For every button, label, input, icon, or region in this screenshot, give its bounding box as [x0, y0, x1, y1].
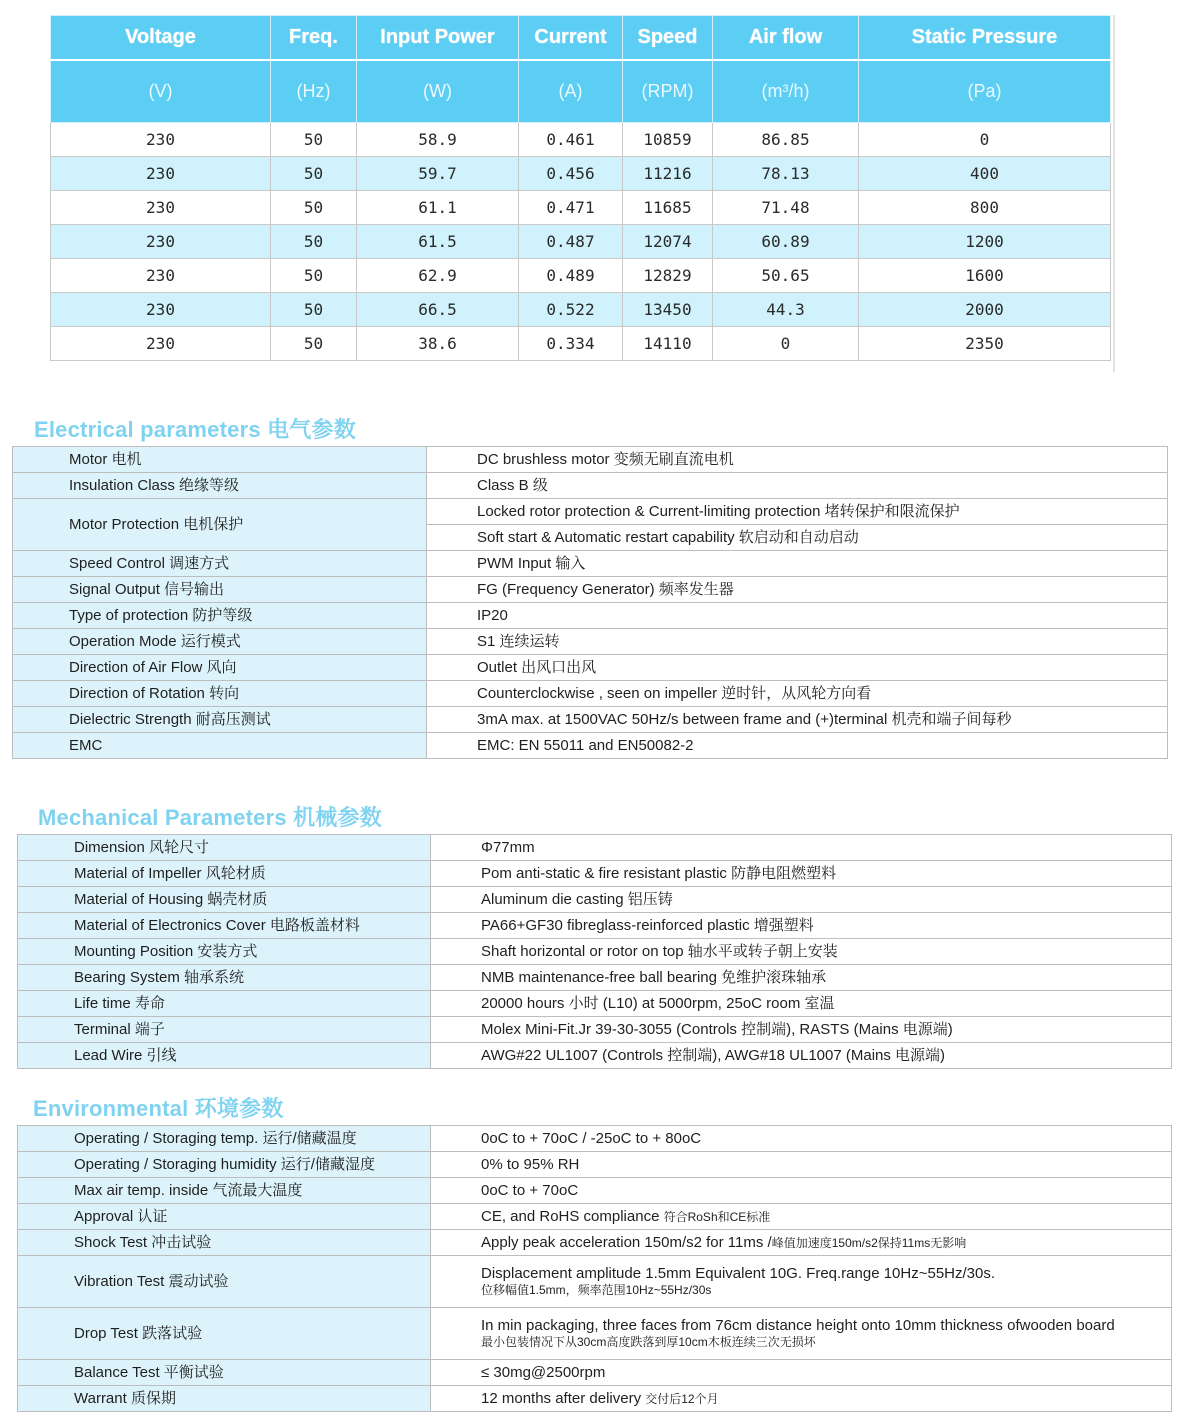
- spec-label: Approval 认证: [18, 1204, 431, 1230]
- spec-value: NMB maintenance-free ball bearing 免维护滚珠轴承: [431, 965, 1172, 991]
- spec-value: [431, 1230, 1172, 1256]
- spec-row: [13, 473, 1168, 499]
- spec-value-main: 12 months after delivery: [481, 1389, 646, 1407]
- performance-header-row: [51, 16, 1111, 60]
- cell-speed: 11216: [623, 157, 713, 191]
- cell-input-power: 58.9: [357, 123, 519, 157]
- cell-static-pressure: 1200: [859, 225, 1111, 259]
- spec-value-main: In min packaging, three faces from 76cm distance height onto 10mm thickness ofwooden board: [481, 1316, 1115, 1334]
- cell-freq: 50: [271, 259, 357, 293]
- cell-input-power: 59.7: [357, 157, 519, 191]
- spec-value: Locked rotor protection & Current-limiting protection 堵转保护和限流保护: [427, 499, 1168, 525]
- spec-row: [13, 603, 1168, 629]
- spec-value: [431, 1386, 1172, 1412]
- spec-row: [18, 1256, 1172, 1308]
- cell-air-flow: 86.85: [713, 123, 859, 157]
- spec-row: [18, 1178, 1172, 1204]
- header-current: Current: [519, 16, 623, 60]
- spec-label: Dielectric Strength 耐高压测试: [13, 707, 427, 733]
- environmental-title: Environmental 环境参数: [33, 1096, 284, 1121]
- spec-value: PWM Input 输入: [427, 551, 1168, 577]
- cell-input-power: 61.1: [357, 191, 519, 225]
- spec-row: [18, 939, 1172, 965]
- spec-row: [18, 1017, 1172, 1043]
- spec-label: Material of Electronics Cover 电路板盖材料: [18, 913, 431, 939]
- spec-value-note: 交付后12个月: [645, 1391, 719, 1406]
- cell-freq: 50: [271, 327, 357, 361]
- performance-table: [50, 15, 1111, 361]
- spec-label: Material of Housing 蜗壳材质: [18, 887, 431, 913]
- spec-row: [18, 1152, 1172, 1178]
- spec-row: [18, 835, 1172, 861]
- performance-units-row: [51, 60, 1111, 123]
- spec-value: 0oC to + 70oC: [431, 1178, 1172, 1204]
- cell-air-flow: 60.89: [713, 225, 859, 259]
- cell-input-power: 38.6: [357, 327, 519, 361]
- cell-current: 0.334: [519, 327, 623, 361]
- cell-static-pressure: 1600: [859, 259, 1111, 293]
- spec-label: Warrant 质保期: [18, 1386, 431, 1412]
- spec-value-main: CE, and RoHS compliance: [481, 1207, 664, 1225]
- spec-row: [18, 1360, 1172, 1386]
- cell-air-flow: 78.13: [713, 157, 859, 191]
- spec-value: FG (Frequency Generator) 频率发生器: [427, 577, 1168, 603]
- environmental-table: [17, 1125, 1172, 1412]
- performance-body: [51, 123, 1111, 361]
- cell-freq: 50: [271, 293, 357, 327]
- spec-value: [431, 1308, 1172, 1360]
- spec-row: [18, 1230, 1172, 1256]
- spec-row: [18, 1126, 1172, 1152]
- unit-static-pressure: (Pa): [859, 60, 1111, 123]
- spec-value: 20000 hours 小时 (L10) at 5000rpm, 25oC room 室温: [431, 991, 1172, 1017]
- spec-label: EMC: [13, 733, 427, 759]
- cell-speed: 11685: [623, 191, 713, 225]
- spec-value: Outlet 出风口出风: [427, 655, 1168, 681]
- spec-label: Operation Mode 运行模式: [13, 629, 427, 655]
- spec-value: ≤ 30mg@2500rpm: [431, 1360, 1172, 1386]
- header-voltage: Voltage: [51, 16, 271, 60]
- unit-air-flow: (m³/h): [713, 60, 859, 123]
- spec-label: Terminal 端子: [18, 1017, 431, 1043]
- spec-label: Life time 寿命: [18, 991, 431, 1017]
- spec-value: 0oC to + 70oC / -25oC to + 80oC: [431, 1126, 1172, 1152]
- cell-speed: 14110: [623, 327, 713, 361]
- table-row: [51, 123, 1111, 157]
- spec-row: [13, 577, 1168, 603]
- cell-speed: 13450: [623, 293, 713, 327]
- spec-label: Direction of Air Flow 风向: [13, 655, 427, 681]
- unit-voltage: (V): [51, 60, 271, 123]
- spec-value-main: Apply peak acceleration 150m/s2 for 11ms /: [481, 1233, 772, 1251]
- cell-current: 0.461: [519, 123, 623, 157]
- cell-current: 0.456: [519, 157, 623, 191]
- cell-input-power: 61.5: [357, 225, 519, 259]
- spec-label: Insulation Class 绝缘等级: [13, 473, 427, 499]
- spec-value: AWG#22 UL1007 (Controls 控制端), AWG#18 UL1007 (Mains 电源端): [431, 1043, 1172, 1069]
- table-row: [51, 327, 1111, 361]
- spec-value: Soft start & Automatic restart capability 软启动和自动启动: [427, 525, 1168, 551]
- table-row: [51, 157, 1111, 191]
- unit-speed: (RPM): [623, 60, 713, 123]
- spec-value: PA66+GF30 fibreglass-reinforced plastic 增强塑料: [431, 913, 1172, 939]
- spec-value-note: 峰值加速度150m/s2保持11ms无影响: [771, 1235, 967, 1250]
- spec-row: [13, 655, 1168, 681]
- spec-row: [13, 629, 1168, 655]
- cell-freq: 50: [271, 157, 357, 191]
- spec-label: Balance Test 平衡试验: [18, 1360, 431, 1386]
- cell-air-flow: 44.3: [713, 293, 859, 327]
- cell-current: 0.522: [519, 293, 623, 327]
- mechanical-title: Mechanical Parameters 机械参数: [38, 805, 382, 830]
- spec-row: [13, 551, 1168, 577]
- table-row: [51, 293, 1111, 327]
- spec-row: [18, 965, 1172, 991]
- spec-row: [18, 887, 1172, 913]
- spec-row: [18, 1386, 1172, 1412]
- spec-label: Shock Test 冲击试验: [18, 1230, 431, 1256]
- spec-label: Max air temp. inside 气流最大温度: [18, 1178, 431, 1204]
- performance-table-container: [50, 15, 1110, 361]
- spec-row: [18, 913, 1172, 939]
- spec-value-note: 位移幅值1.5mm，频率范围10Hz~55Hz/30s: [481, 1283, 712, 1298]
- spec-value: Aluminum die casting 铝压铸: [431, 887, 1172, 913]
- header-speed: Speed: [623, 16, 713, 60]
- spec-value: Counterclockwise , seen on impeller 逆时针，从风轮方向看: [427, 681, 1168, 707]
- cell-voltage: 230: [51, 123, 271, 157]
- cell-static-pressure: 0: [859, 123, 1111, 157]
- table-row: [51, 191, 1111, 225]
- cell-freq: 50: [271, 123, 357, 157]
- header-input-power: Input Power: [357, 16, 519, 60]
- spec-row: [13, 681, 1168, 707]
- spec-value: Molex Mini-Fit.Jr 39-30-3055 (Controls 控制端), RASTS (Mains 电源端): [431, 1017, 1172, 1043]
- electrical-table: [12, 446, 1168, 759]
- spec-value: IP20: [427, 603, 1168, 629]
- spec-label: Operating / Storaging temp. 运行/储藏温度: [18, 1126, 431, 1152]
- cell-static-pressure: 2350: [859, 327, 1111, 361]
- cell-static-pressure: 400: [859, 157, 1111, 191]
- spec-label: Direction of Rotation 转向: [13, 681, 427, 707]
- spec-value: 0% to 95% RH: [431, 1152, 1172, 1178]
- cell-air-flow: 71.48: [713, 191, 859, 225]
- table-row: [51, 225, 1111, 259]
- spec-row: [18, 991, 1172, 1017]
- spec-value-note: 符合RoSh和CE标准: [663, 1209, 771, 1224]
- cell-air-flow: 0: [713, 327, 859, 361]
- unit-freq: (Hz): [271, 60, 357, 123]
- electrical-title: Electrical parameters 电气参数: [34, 417, 356, 442]
- cell-voltage: 230: [51, 259, 271, 293]
- spec-label: Motor 电机: [13, 447, 427, 473]
- header-freq: Freq.: [271, 16, 357, 60]
- cell-input-power: 62.9: [357, 259, 519, 293]
- spec-value: Shaft horizontal or rotor on top 轴水平或转子朝上安装: [431, 939, 1172, 965]
- cell-current: 0.489: [519, 259, 623, 293]
- cell-voltage: 230: [51, 225, 271, 259]
- cell-current: 0.487: [519, 225, 623, 259]
- spec-label: Dimension 风轮尺寸: [18, 835, 431, 861]
- cell-static-pressure: 800: [859, 191, 1111, 225]
- spec-value: Pom anti-static & fire resistant plastic 防静电阻燃塑料: [431, 861, 1172, 887]
- header-air-flow: Air flow: [713, 16, 859, 60]
- spec-row: [18, 1204, 1172, 1230]
- spec-value: 3mA max. at 1500VAC 50Hz/s between frame and (+)terminal 机壳和端子间每秒: [427, 707, 1168, 733]
- spec-value: EMC: EN 55011 and EN50082-2: [427, 733, 1168, 759]
- cell-voltage: 230: [51, 157, 271, 191]
- spec-row: [13, 499, 1168, 525]
- cell-speed: 10859: [623, 123, 713, 157]
- cell-speed: 12074: [623, 225, 713, 259]
- mechanical-table: [17, 834, 1172, 1069]
- spec-value: DC brushless motor 变频无刷直流电机: [427, 447, 1168, 473]
- cell-speed: 12829: [623, 259, 713, 293]
- cell-input-power: 66.5: [357, 293, 519, 327]
- spec-label: Signal Output 信号输出: [13, 577, 427, 603]
- unit-input-power: (W): [357, 60, 519, 123]
- spec-row: [18, 1308, 1172, 1360]
- cell-freq: 50: [271, 191, 357, 225]
- spec-row: [18, 861, 1172, 887]
- spec-label: Mounting Position 安装方式: [18, 939, 431, 965]
- spec-row: [13, 733, 1168, 759]
- spec-label: Bearing System 轴承系统: [18, 965, 431, 991]
- cell-static-pressure: 2000: [859, 293, 1111, 327]
- spec-value: Φ77mm: [431, 835, 1172, 861]
- table-edge-line: [1113, 15, 1115, 372]
- spec-row: [13, 707, 1168, 733]
- spec-value: Class B 级: [427, 473, 1168, 499]
- spec-label: Material of Impeller 风轮材质: [18, 861, 431, 887]
- spec-label: Type of protection 防护等级: [13, 603, 427, 629]
- spec-value-note: 最小包装情况下从30cm高度跌落到厚10cm木板连续三次无损坏: [481, 1335, 816, 1350]
- header-static-pressure: Static Pressure: [859, 16, 1111, 60]
- spec-value: S1 连续运转: [427, 629, 1168, 655]
- cell-freq: 50: [271, 225, 357, 259]
- spec-value: [431, 1204, 1172, 1230]
- cell-voltage: 230: [51, 293, 271, 327]
- cell-voltage: 230: [51, 327, 271, 361]
- spec-label: Operating / Storaging humidity 运行/储藏湿度: [18, 1152, 431, 1178]
- spec-value-main: Displacement amplitude 1.5mm Equivalent 10G. Freq.range 10Hz~55Hz/30s.: [481, 1264, 996, 1282]
- spec-row: [18, 1043, 1172, 1069]
- cell-air-flow: 50.65: [713, 259, 859, 293]
- table-row: [51, 259, 1111, 293]
- spec-label: Drop Test 跌落试验: [18, 1308, 431, 1360]
- cell-voltage: 230: [51, 191, 271, 225]
- cell-current: 0.471: [519, 191, 623, 225]
- spec-row: [13, 447, 1168, 473]
- spec-label: Motor Protection 电机保护: [13, 499, 427, 551]
- spec-value: [431, 1256, 1172, 1308]
- unit-current: (A): [519, 60, 623, 123]
- spec-label: Lead Wire 引线: [18, 1043, 431, 1069]
- spec-label: Vibration Test 震动试验: [18, 1256, 431, 1308]
- spec-label: Speed Control 调速方式: [13, 551, 427, 577]
